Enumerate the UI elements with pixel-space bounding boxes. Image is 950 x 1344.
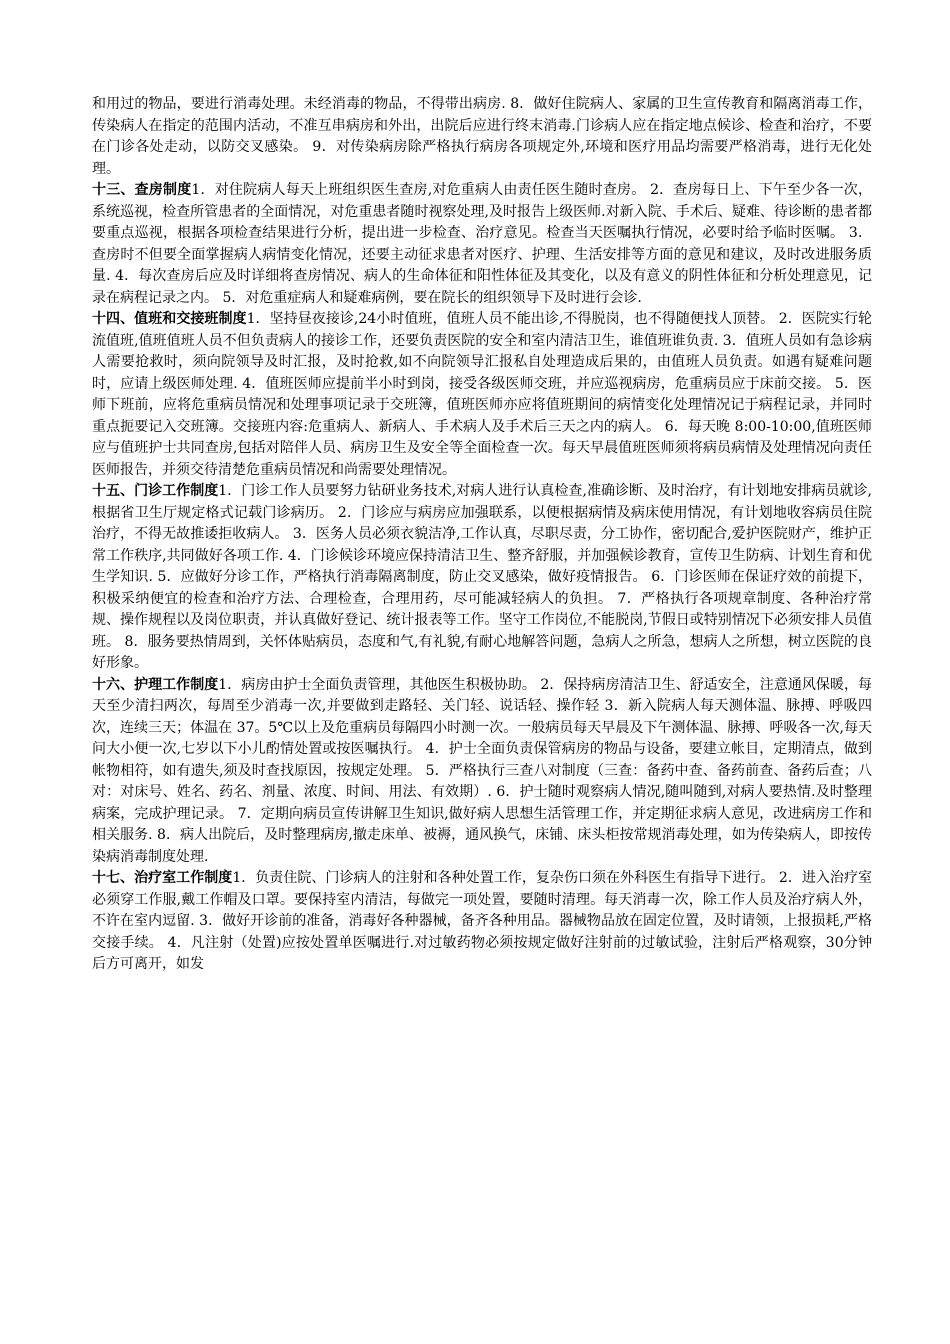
section-outpatient bbox=[92, 481, 872, 675]
paragraph-text: 1．负责住院、门诊病人的注射和各种处置工作，复杂伤口须在外科医生有指导下进行。 2．进入治疗室必须穿工作服,戴工作帽及口罩。要保持室内清洁，每做完一项处置，要随时清理。每天消毒一次，除工作人员及治疗病人外，不许在室内逗留. 3．做好开诊前的准备，消毒好各种器械，备齐各种用品。器械物品放在固定位置，及时请领，上报损耗,严格交接手续。 4．凡注射（处置)应按处置单医嘱进行.对过敏药物必须按规定做好注射前的过敏试验，注射后严格观察，30分钟后方可离开，如发 bbox=[92, 870, 872, 972]
section-treatment-room bbox=[92, 868, 872, 976]
paragraph-text: 1．对住院病人每天上班组织医生查房,对危重病人由责任医生随时查房。 2．查房每日上、下午至少各一次，系统巡视，检查所管患者的全面情况，对危重患者随时视察处理,及时报告上级医师.对新入院、手术后、疑难、待诊断的患者都要重点巡视，根据各项检查结果进行分析，提出进一步检查、治疗意见。检查当天医嘱执行情况，必要时给予临时医嘱。 3．查房时不但要全面掌握病人病情变化情况，还要主动征求患者对医疗、护理、生活安排等方面的意见和建议，及时改进服务质量. 4．每次查房后应及时详细将查房情况、病人的生命体征和阳性体征及其变化，以及有意义的阴性体征和分析处理意见，记录在病程记录之内。 5．对危重症病人和疑难病例，要在院长的组织领导下及时进行会诊. bbox=[92, 182, 873, 306]
paragraph-text: 和用过的物品，要进行消毒处理。未经消毒的物品，不得带出病房. 8．做好住院病人、家属的卫生宣传教育和隔离消毒工作，传染病人在指定的范围内活动，不准互串病房和外出，出院后应进行终末消毒.门诊病人应在指定地点候诊、检查和治疗，不要在门诊各处走动，以防交叉感染。 9．对传染病房除严格执行病房各项规定外,环境和医疗用品均需要严格消毒，进行无化处理。 bbox=[92, 96, 872, 177]
section-ward-rounds bbox=[92, 180, 872, 309]
section-heading: 十七、治疗室工作制度 bbox=[92, 870, 233, 886]
section-heading: 十六、护理工作制度 bbox=[92, 676, 219, 693]
section-nursing bbox=[92, 675, 872, 869]
section-heading: 十五、门诊工作制度 bbox=[92, 483, 219, 499]
paragraph-text: 1．坚持昼夜接诊,24小时值班，值班人员不能出诊,不得脱岗，也不得随便找人顶替。 2．医院实行轮流值班,值班值班人员不但负责病人的接诊工作，还要负责医院的安全和室内清洁卫生，谁值班谁负责. 3．值班人员如有急诊病人需要抢救时，须向院领导及时汇报，及时抢救,如不向院领导汇报私自处理造成后果的，由值班人员负责。如遇有疑难问题时，应请上级医师处理. 4．值班医师应提前半小时到岗，接受各级医师交班，并应巡视病房，危重病员应于床前交接。 5．医师下班前，应将危重病员情况和处理事项记录于交班簿，值班医师亦应将值班期间的病情变化处理情况记于病程记录，并同时重点扼要记入交班簿。交接班内容:危重病人、新病人、手术病人及手术后三天之内的病人。 6．每天晚 8:00-10:00,值班医师应与值班护士共同查房,包括对陪伴人员、病房卫生及安全等全面检查一次。每天早晨值班医师须将病员病情及处理情况向责任医师报告，并须交待清楚危重病员情况和尚需要处理情况。 bbox=[92, 311, 872, 478]
paragraph-text: 1．门诊工作人员要努力钻研业务技术,对病人进行认真检查,准确诊断、及时治疗，有计划地安排病员就诊,根据省卫生厅规定格式记载门诊病历。 2．门诊应与病房应加强联系，以便根据病情及病床使用情况，有计划地收容病员住院治疗，不得无故推诿拒收病人。 3．医务人员必须衣貌洁净,工作认真，尽职尽责，分工协作，密切配合,爱护医院财产，维护正常工作秩序,共同做好各项工作. 4．门诊候诊环境应保持清洁卫生、整齐舒服，并加强候诊教育，宣传卫生防病、计划生育和优生学知识. 5．应做好分诊工作，严格执行消毒隔离制度，防止交叉感染，做好疫情报告。 6．门诊医师在保证疗效的前提下，积极采纳便宜的检查和治疗方法、合理检查，合理用药，尽可能减轻病人的负担。 7．严格执行各项规章制度、各种治疗常规、操作规程以及岗位职责，并认真做好登记、统计报表等工作。坚守工作岗位,不能脱岗,节假日或特别情况下必须安排人员值班。 8．服务要热情周到，关怀体贴病员，态度和气,有礼貌,有耐心地解答问题，急病人之所急，想病人之所想，树立医院的良好形象。 bbox=[92, 483, 872, 671]
section-heading: 十四、值班和交接班制度 bbox=[92, 311, 247, 327]
section-duty-handover bbox=[92, 309, 872, 481]
paragraph-text: 1．病房由护士全面负责管理，其他医生积极协助。 2．保持病房清洁卫生、舒适安全，注意通风保暖，每天至少清扫两次，每周至少消毒一次,并要做到走路轻、关门轻、说话轻、操作轻 3．新入院病人每天测体温、脉搏、呼吸四次，连续三天；体温在 37。5℃以上及危重病员每隔四小时测一次。一般病员每天早晨及下午测体温、脉搏、呼吸各一次,每天问大小便一次,七岁以下小儿酌情处置或按医嘱执行。 4．护士全面负责保管病房的物品与设备，要建立帐目，定期清点，做到帐物相符，如有遗失,须及时查找原因，按规定处理。 5．严格执行三查八对制度（三查：备药中查、备药前查、备药后查；八对：对床号、姓名、药名、剂量、浓度、时间、用法、有效期）. 6．护士随时观察病人情况,随叫随到,对病人要热情.及时整理病案，完成护理记录。 7．定期向病员宣传讲解卫生知识,做好病人思想生活管理工作，并定期征求病人意见，改进病房工作和相关服务. 8．病人出院后，及时整理病房,撤走床单、被褥，通风换气，床铺、床头柜按常规消毒处理，如为传染病人，即按传染病消毒制度处理. bbox=[92, 676, 872, 865]
section-heading: 十三、查房制度 bbox=[92, 182, 192, 198]
paragraph-disinfection-continued bbox=[92, 94, 872, 180]
document-page bbox=[92, 94, 872, 976]
